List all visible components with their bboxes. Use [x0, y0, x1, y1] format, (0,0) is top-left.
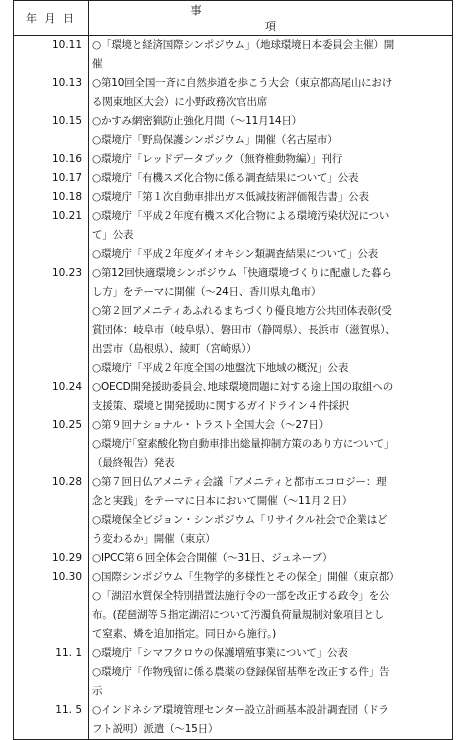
event-item: ○第７回日仏アメニティ会議「アメニティと都市エコロジー：理 念と実践」をテーマに日本において開催（～11月２日） — [92, 476, 387, 507]
event-date — [14, 302, 82, 359]
event-date: 10.16 — [51, 153, 82, 165]
event-date: 10.15 — [51, 115, 82, 127]
event-item: ○環境庁「野鳥保護シンポジウム」開催（名古屋市） — [92, 134, 338, 146]
event-date — [14, 359, 82, 378]
event-item: ○環境保全ビジョン・シンポジウム「リサイクル社会で企業はど う変わるか」開催（東京） — [92, 514, 388, 545]
events-table — [13, 0, 453, 740]
event-item: ○IPCC第６回全体会合開催（～31日、ジュネーブ） — [92, 552, 333, 564]
event-item: ○OECD開発援助委員会､地球環境問題に対する途上国の取組への 支援策、環境と開発援助に関するガイドライン４件採択 — [92, 381, 394, 412]
event-date — [14, 587, 82, 644]
event-item: ○環境庁「有機スズ化合物に係る調査結果について」公表 — [92, 172, 359, 184]
event-item: ○国際シンポジウム「生物学的多様性とその保全」開催（東京都） — [92, 571, 400, 583]
event-column — [89, 36, 453, 740]
table-header-row — [14, 1, 453, 36]
event-item: ○環境庁「シマフクロウの保護増殖事業について」公表 — [92, 647, 348, 659]
table-body-row — [14, 36, 453, 740]
event-date: 10.17 — [51, 172, 82, 184]
event-date: 10.24 — [51, 381, 82, 393]
event-date — [14, 511, 82, 549]
event-date — [14, 435, 82, 473]
event-item: ○環境庁「第１次自動車排出ガス低減技術評価報告書」公表 — [92, 191, 369, 203]
event-item: ○かすみ網密猟防止強化月間（～11月14日） — [92, 115, 302, 127]
event-item: ○第10回全国一斉に自然歩道を歩こう大会（東京都高尾山におけ る関東地区大会）に小野政務次官出席 — [92, 77, 393, 108]
event-date: 10.25 — [51, 419, 82, 431]
event-date: 11. 5 — [55, 704, 82, 716]
event-date — [14, 663, 82, 701]
event-item: ○第９回ナショナル・トラスト全国大会（～27日） — [92, 419, 329, 431]
event-item: ○環境庁「レッドデータブック（無脊椎動物編）」刊行 — [92, 153, 343, 165]
event-item: ○環境庁「作物残留に係る農薬の登録保留基準を改正する件」告 示 — [92, 666, 390, 697]
event-item: ○「湖沼水質保全特別措置法施行令の一部を改正する政令」を公 布。(琵琶湖等５指定湖沼について汚濁負荷量規制対象項目とし て窒素、燐を追加指定。同日から施行。) — [92, 590, 390, 640]
event-date: 10.21 — [51, 210, 82, 222]
event-date: 11. 1 — [55, 647, 82, 659]
calendar-page — [13, 0, 453, 740]
event-date: 10.23 — [51, 267, 82, 279]
event-item: ○環境庁「平成２年度ダイオキシン類調査結果について」公表 — [92, 248, 378, 260]
event-date — [14, 245, 82, 264]
event-date: 10.29 — [51, 552, 82, 564]
date-column — [14, 36, 89, 740]
event-item: ○インドネシア環境管理センター設立計画基本設計調査団（ドラ フト説明）派遣（～15日） — [92, 704, 389, 735]
event-item: ○環境庁｢窒素酸化物自動車排出総量抑制方策のあり方について｣ （最終報告）発表 — [92, 438, 389, 469]
event-item: ○「環境と経済国際シンポジウム」（地球環境日本委員会主催）開 催 — [92, 39, 395, 70]
event-date: 10.11 — [51, 39, 82, 51]
event-date: 10.28 — [51, 476, 82, 488]
event-date: 10.30 — [51, 571, 82, 583]
event-column-header — [89, 1, 453, 36]
event-item: ○第２回アメニティあふれるまちづくり優良地方公共団体表彰(受 賞団体：岐阜市（岐阜県）、磐田市（静岡県）、長浜市（滋賀県）、 出雲市（島根県）、綾町（宮崎県）） — [92, 305, 396, 355]
event-item: ○環境庁「平成２年度有機スズ化合物による環境汚染状況につい て」公表 — [92, 210, 390, 241]
date-column-header: 年 月 日 — [14, 1, 89, 36]
event-header-right: 項 — [265, 20, 276, 33]
event-date: 10.13 — [51, 77, 82, 89]
event-date — [14, 131, 82, 150]
event-date: 10.18 — [51, 191, 82, 203]
event-item: ○環境庁「平成２年度全国の地盤沈下地域の概況」公表 — [92, 362, 349, 374]
event-item: ○第12回快適環境シンポジウム「快適環境づくりに配慮した暮ら し方」をテーマに開催（～24日、香川県丸亀市） — [92, 267, 392, 298]
event-header-left: 事 — [190, 4, 202, 17]
